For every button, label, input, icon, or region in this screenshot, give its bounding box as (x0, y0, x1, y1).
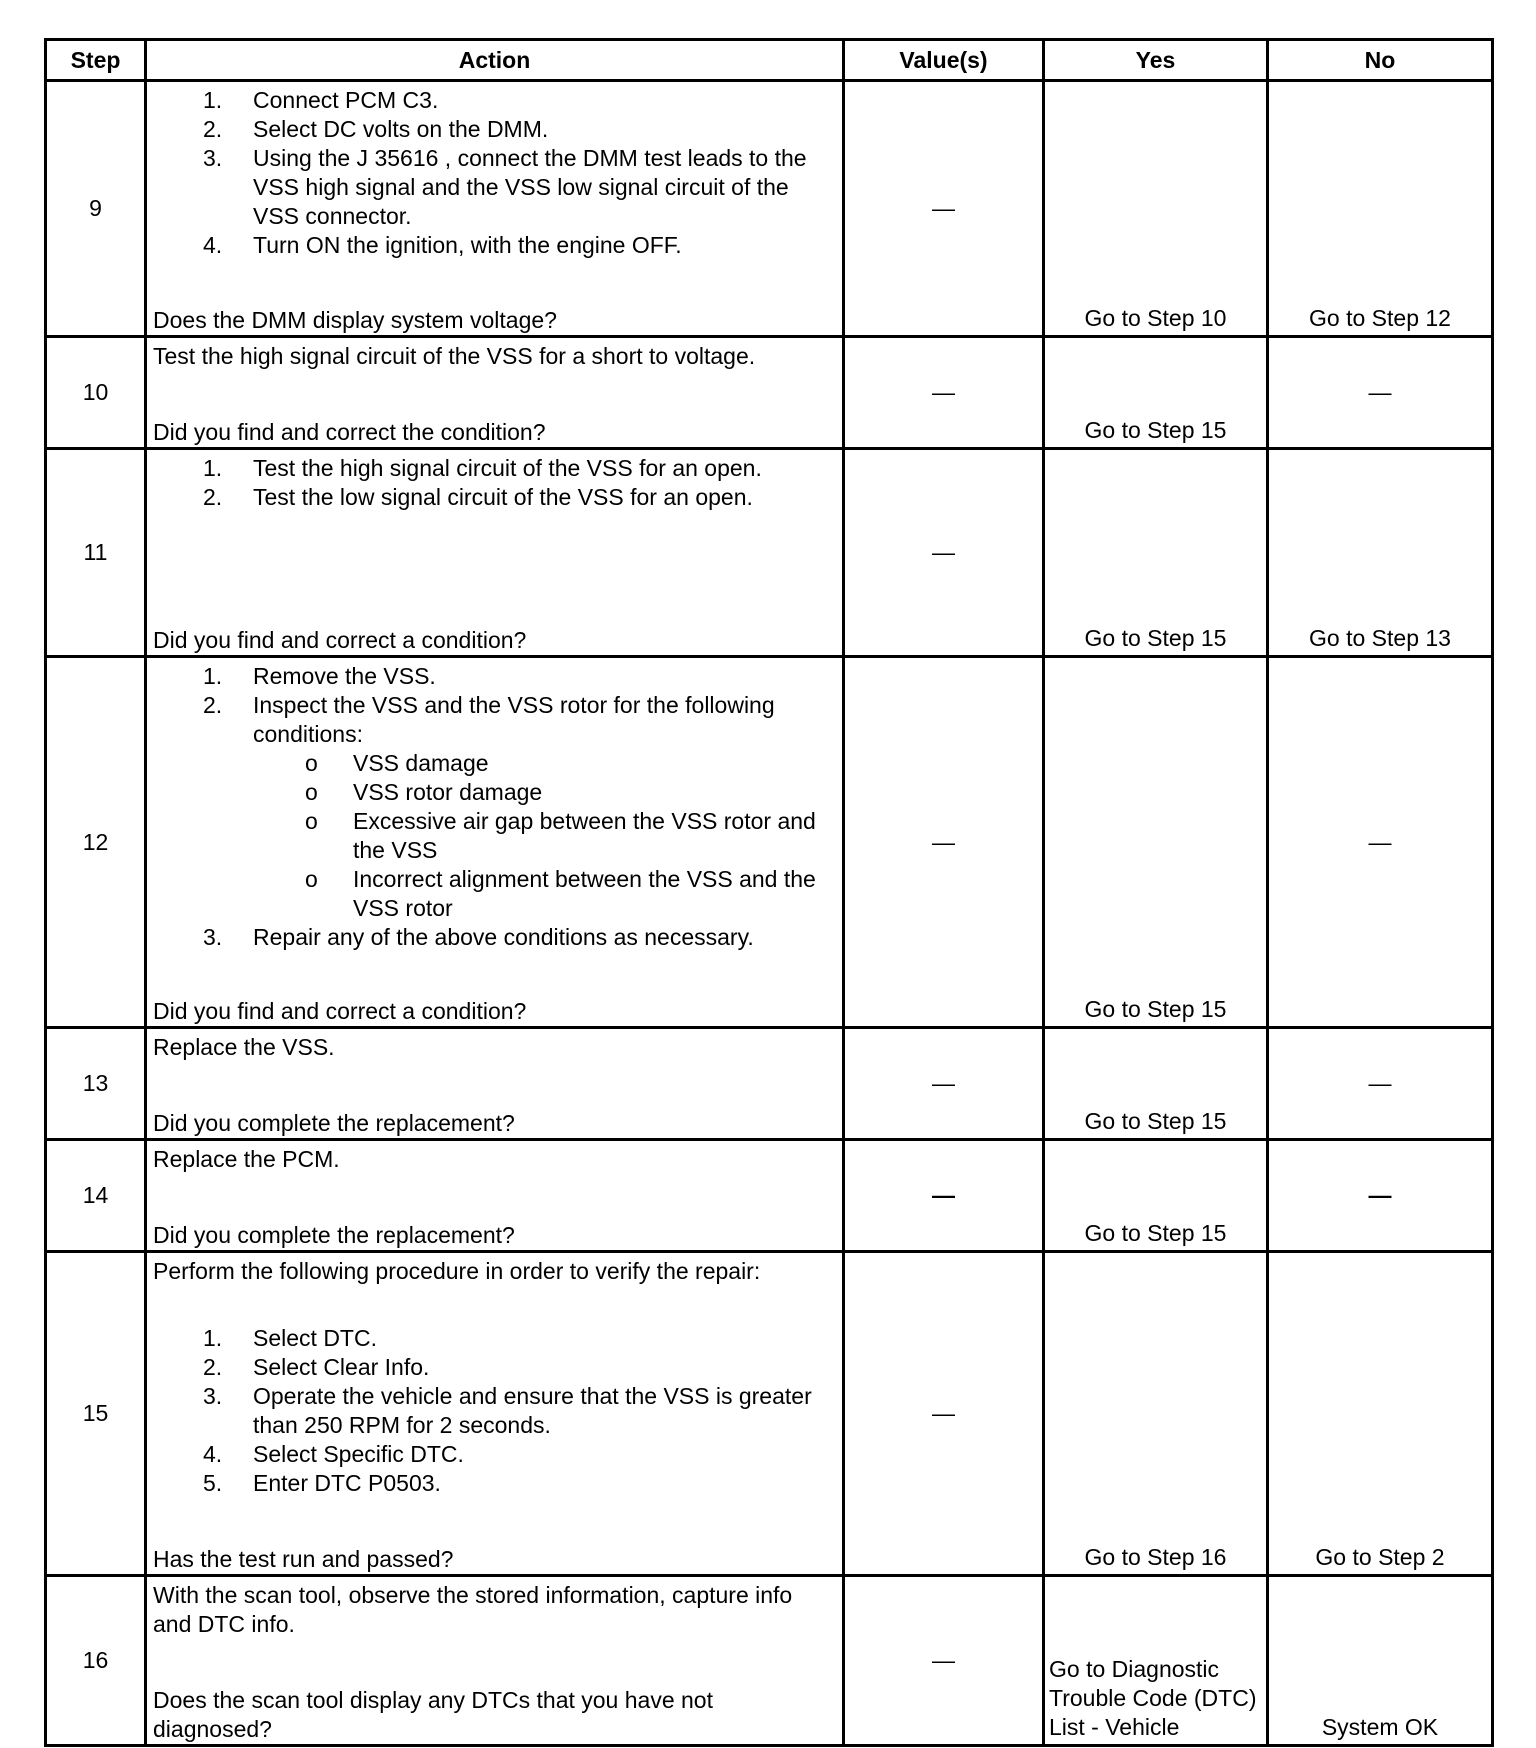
yes-cell: Go to Step 15 (1044, 337, 1268, 449)
yes-cell: Go to Step 10 (1044, 81, 1268, 337)
no-cell: — (1268, 1140, 1493, 1252)
action-text: Replace the PCM. (153, 1146, 340, 1172)
table-row (46, 81, 1493, 337)
question-text: Has the test run and passed? (153, 1546, 454, 1572)
value-cell: — (844, 81, 1044, 337)
value-cell: — (844, 449, 1044, 657)
question-text: Did you find and correct the condition? (153, 419, 546, 445)
table-row (46, 1252, 1493, 1576)
sub-item: o VSS rotor damage (305, 779, 543, 805)
action-cell (146, 1028, 844, 1140)
no-cell: Go to Step 13 (1268, 449, 1493, 657)
question-text: Does the scan tool display any DTCs that you have not diagnosed? (153, 1687, 713, 1742)
no-cell: — (1268, 1028, 1493, 1140)
header-no: No (1268, 40, 1493, 81)
question-text: Did you find and correct a condition? (153, 627, 527, 653)
action-cell (146, 1252, 844, 1576)
sub-item: o VSS damage (305, 750, 489, 776)
action-text: Test the high signal circuit of the VSS for a short to voltage. (153, 343, 756, 369)
question-text: Does the DMM display system voltage? (153, 307, 557, 333)
header-yes: Yes (1044, 40, 1268, 81)
question-text: Did you complete the replacement? (153, 1222, 515, 1248)
step-number: 14 (46, 1140, 146, 1252)
header-values: Value(s) (844, 40, 1044, 81)
action-text: With the scan tool, observe the stored information, capture info and DTC info. (153, 1582, 793, 1637)
table-row (46, 1140, 1493, 1252)
yes-cell: Go to Step 15 (1044, 449, 1268, 657)
list-item: 3. Repair any of the above conditions as necessary. (203, 924, 754, 950)
table-row (46, 1028, 1493, 1140)
list-item: 3. Using the J 35616 , connect the DMM test leads to the VSS high signal and the VSS low signal circuit of the VSS connector. (203, 145, 807, 229)
list-item: 1. Select DTC. (203, 1325, 377, 1351)
value-cell: — (844, 1028, 1044, 1140)
step-number: 10 (46, 337, 146, 449)
action-text: Replace the VSS. (153, 1034, 335, 1060)
table-row (46, 449, 1493, 657)
list-item: 3. Operate the vehicle and ensure that the VSS is greater than 250 RPM for 2 seconds. (203, 1383, 812, 1438)
list-item: 2. Select Clear Info. (203, 1354, 430, 1380)
table-row (46, 1576, 1493, 1746)
list-item: 1. Test the high signal circuit of the VSS for an open. (203, 455, 762, 481)
value-cell: — (844, 657, 1044, 1028)
header-step: Step (46, 40, 146, 81)
step-number: 9 (46, 81, 146, 337)
list-item: 1. Remove the VSS. (203, 663, 436, 689)
action-cell (146, 1140, 844, 1252)
sub-item: o Incorrect alignment between the VSS and the VSS rotor (305, 866, 816, 921)
yes-cell: Go to Step 15 (1044, 1028, 1268, 1140)
value-cell: — (844, 337, 1044, 449)
header-row (46, 40, 1493, 81)
action-cell (146, 657, 844, 1028)
action-cell (146, 1576, 844, 1746)
action-cell (146, 337, 844, 449)
yes-cell: Go to Step 15 (1044, 657, 1268, 1028)
action-text: Perform the following procedure in order to verify the repair: (153, 1258, 761, 1284)
no-cell: Go to Step 2 (1268, 1252, 1493, 1576)
step-number: 12 (46, 657, 146, 1028)
yes-cell: Go to Diagnostic Trouble Code (DTC) List - Vehicle (1044, 1576, 1268, 1746)
list-item: 5. Enter DTC P0503. (203, 1470, 441, 1496)
value-cell: — (844, 1576, 1044, 1746)
no-cell: — (1268, 337, 1493, 449)
list-item: 2. Inspect the VSS and the VSS rotor for the following conditions: o VSS damage o VSS rotor damage o Excessive air gap between the VSS rotor and the VSS o Incorrect alignment between the VSS and the VSS rotor (153, 691, 836, 923)
list-item: 2. Test the low signal circuit of the VSS for an open. (203, 484, 753, 510)
action-cell (146, 81, 844, 337)
step-number: 16 (46, 1576, 146, 1746)
no-cell: Go to Step 12 (1268, 81, 1493, 337)
table-row (46, 657, 1493, 1028)
action-cell (146, 449, 844, 657)
no-cell: System OK (1268, 1576, 1493, 1746)
list-item: 2. Select DC volts on the DMM. (203, 116, 549, 142)
step-number: 15 (46, 1252, 146, 1576)
question-text: Did you find and correct a condition? (153, 998, 527, 1024)
header-action: Action (146, 40, 844, 81)
question-text: Did you complete the replacement? (153, 1110, 515, 1136)
list-item: 4. Select Specific DTC. (203, 1441, 464, 1467)
step-number: 13 (46, 1028, 146, 1140)
no-cell: — (1268, 657, 1493, 1028)
list-item: 1. Connect PCM C3. (203, 87, 439, 113)
value-cell: — (844, 1252, 1044, 1576)
yes-cell: Go to Step 16 (1044, 1252, 1268, 1576)
table-row (46, 337, 1493, 449)
value-cell: — (844, 1140, 1044, 1252)
sub-item: o Excessive air gap between the VSS rotor and the VSS (305, 808, 816, 863)
diagnostic-table (44, 38, 1494, 1747)
yes-cell: Go to Step 15 (1044, 1140, 1268, 1252)
list-item: 4. Turn ON the ignition, with the engine OFF. (203, 232, 682, 258)
step-number: 11 (46, 449, 146, 657)
